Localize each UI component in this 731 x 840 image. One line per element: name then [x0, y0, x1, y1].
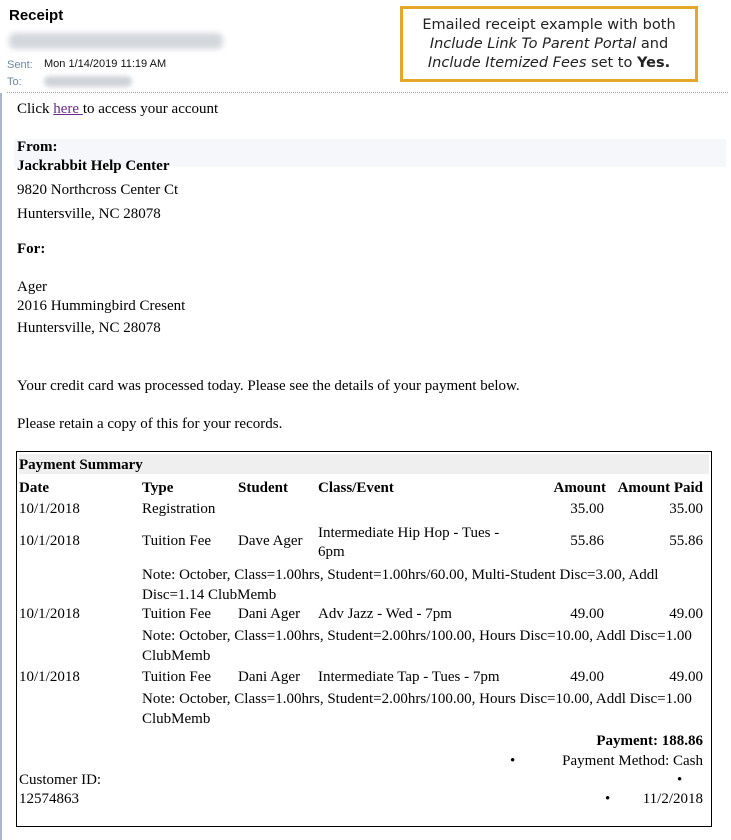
row-4-student: Dani Ager	[238, 669, 301, 685]
header-class-event: Class/Event	[318, 480, 394, 496]
from-address-line-1: 9820 Northcross Center Ct	[17, 182, 179, 198]
row-3-amount: 49.00	[570, 606, 604, 622]
callout-itemized-option: Include Itemized Fees	[427, 55, 587, 71]
row-1-type: Registration	[142, 501, 216, 517]
click-suffix: to access your account	[82, 101, 219, 117]
for-name: Ager	[17, 279, 47, 295]
for-label: For:	[17, 241, 46, 257]
row-3-paid: 49.00	[669, 606, 703, 622]
annotation-callout	[400, 6, 698, 82]
header-date: Date	[19, 480, 49, 496]
header-divider	[7, 92, 728, 93]
from-address-line-2: Huntersville, NC 28078	[17, 206, 161, 222]
callout-set-to: set to	[586, 55, 637, 71]
from-name: Jackrabbit Help Center	[17, 158, 170, 174]
row-3-class: Adv Jazz - Wed - 7pm	[318, 606, 452, 622]
customer-id-label: Customer ID:	[19, 772, 102, 788]
row-3-student: Dani Ager	[238, 606, 301, 622]
row-4-paid: 49.00	[669, 669, 703, 685]
callout-line-2	[403, 35, 695, 54]
header-type: Type	[142, 480, 174, 496]
for-address-line-2: Huntersville, NC 28078	[17, 320, 161, 336]
recipient-address-redacted	[44, 76, 132, 87]
callout-line-3	[403, 54, 695, 73]
row-4-class: Intermediate Tap - Tues - 7pm	[318, 669, 500, 685]
payment-method: • Payment Method: Cash	[532, 753, 703, 770]
to-label: To:	[7, 76, 22, 88]
row-2-date: 10/1/2018	[19, 533, 80, 549]
summary-title: Payment Summary	[19, 457, 143, 473]
row-2-student: Dave Ager	[238, 533, 303, 549]
callout-line-1: Emailed receipt example with both	[422, 17, 676, 33]
row-4-date: 10/1/2018	[19, 669, 80, 685]
row-4-note: Note: October, Class=1.00hrs, Student=2.00hrs/100.00, Hours Disc=10.00, Addl Disc=1.00 ClubMemb	[142, 691, 692, 727]
row-3-type: Tuition Fee	[142, 606, 212, 622]
payment-total: Payment: 188.86	[596, 733, 703, 749]
row-4-amount: 49.00	[570, 669, 604, 685]
row-2-type: Tuition Fee	[142, 533, 212, 549]
from-label: From:	[17, 139, 58, 155]
row-3-note: Note: October, Class=1.00hrs, Student=2.00hrs/100.00, Hours Disc=10.00, Addl Disc=1.00 ClubMemb	[142, 628, 692, 664]
header-amount: Amount	[553, 480, 606, 496]
sent-value: Mon 1/14/2019 11:19 AM	[44, 58, 167, 70]
payment-summary-table	[16, 451, 712, 827]
header-student: Student	[238, 480, 289, 496]
row-1-amount: 35.00	[570, 501, 604, 517]
payment-date: • 11/2/2018	[627, 791, 703, 808]
row-3-date: 10/1/2018	[19, 606, 80, 622]
empty-bullet: •	[677, 772, 683, 788]
callout-yes: Yes.	[636, 55, 671, 71]
processed-message: Your credit card was processed today. Please see the details of your payment below.	[17, 378, 520, 394]
row-1-date: 10/1/2018	[19, 501, 80, 517]
for-address-line-1: 2016 Hummingbird Cresent	[17, 298, 186, 314]
row-1-paid: 35.00	[669, 501, 703, 517]
row-2-class: Intermediate Hip Hop - Tues - 6pm	[318, 525, 500, 560]
reading-pane-edge	[0, 93, 2, 840]
sent-label: Sent:	[7, 59, 33, 71]
click-prefix: Click	[17, 101, 54, 117]
header-amount-paid: Amount Paid	[617, 480, 703, 496]
callout-and: and	[636, 36, 669, 52]
parent-portal-link[interactable]: here	[53, 101, 83, 117]
row-2-paid: 55.86	[669, 533, 703, 549]
customer-id-value: 12574863	[19, 791, 79, 807]
email-subject: Receipt	[9, 7, 64, 24]
row-4-type: Tuition Fee	[142, 669, 212, 685]
row-2-note: Note: October, Class=1.00hrs, Student=1.00hrs/60.00, Multi-Student Disc=3.00, Addl Disc=1.14 ClubMemb	[142, 567, 659, 603]
portal-link-line	[17, 101, 218, 118]
row-2-amount: 55.86	[570, 533, 604, 549]
sender-address-redacted	[9, 33, 223, 49]
retain-message: Please retain a copy of this for your records.	[17, 416, 283, 432]
callout-portal-option: Include Link To Parent Portal	[429, 36, 637, 52]
